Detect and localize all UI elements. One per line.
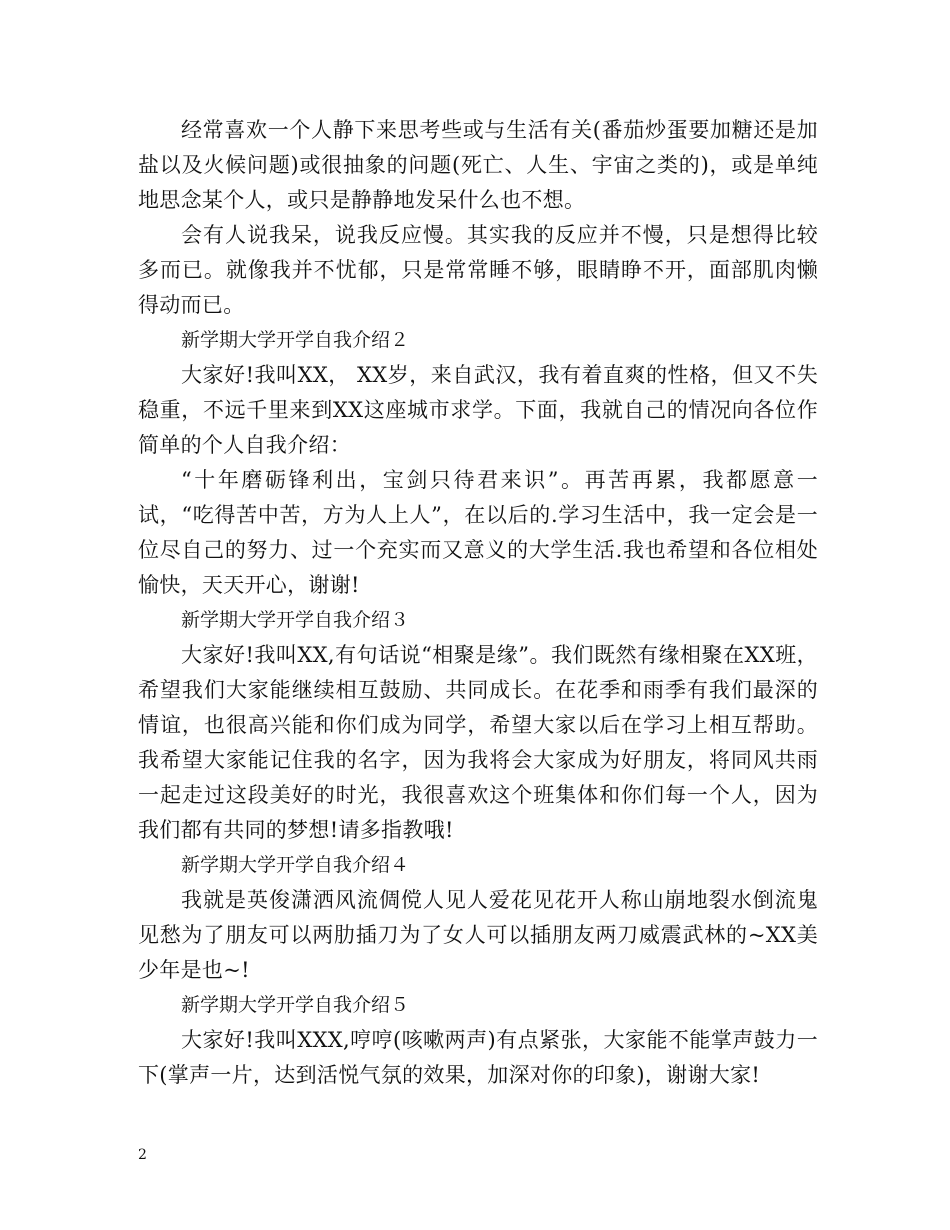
paragraph: “十年磨砺锋利出，宝剑只待君来识”。再苦再累，我都愿意一试，“吃得苦中苦，方为人上人”，在以后的.学习生活中，我一定会是一位尽自己的努力、过一个充实而又意义的大学生活.我也希望和各位相处愉快，天天开心，谢谢! xyxy=(138,468,818,597)
paragraph: 大家好!我叫XX,有句话说“相聚是缘”。我们既然有缘相聚在XX班，希望我们大家能继续相互鼓励、共同成长。在花季和雨季有我们最深的情谊，也很高兴能和你们成为同学，希望大家以后在学习上相互帮助。 我希望大家能记住我的名字，因为我将会大家成为好朋友，将同风共雨 一起走过这段美好的时光，我很喜欢这个班集体和你们每一个人，因为我们都有共同的梦想!请多指教哦! xyxy=(138,643,818,842)
page-number: 2 xyxy=(138,1147,147,1163)
paragraph: 经常喜欢一个人静下来思考些或与生活有关(番茄炒蛋要加糖还是加盐以及火候问题)或很抽象的问题(死亡、人生、宇宙之类的)，或是单纯地思念某个人，或只是静静地发呆什么也不想。 xyxy=(138,118,818,212)
section-heading: 新学期大学开学自我介绍２ xyxy=(181,329,410,351)
section-heading: 新学期大学开学自我介绍５ xyxy=(181,994,410,1016)
paragraph: 我就是英俊潇洒风流倜傥人见人爱花见花开人称山崩地裂水倒流鬼见愁为了朋友可以两肋插刀为了女人可以插朋友两刀威震武林的~XX美少年是也~! xyxy=(138,888,818,982)
paragraph: 会有人说我呆，说我反应慢。其实我的反应并不慢，只是想得比较多而已。就像我并不忧郁，只是常常睡不够，眼睛睁不开，面部肌肉懒得动而已。 xyxy=(138,223,818,317)
section-heading: 新学期大学开学自我介绍４ xyxy=(181,854,410,876)
document-body xyxy=(138,113,818,1093)
paragraph: 大家好!我叫XX， XX岁，来自武汉，我有着直爽的性格，但又不失稳重，不远千里来到XX这座城市求学。下面，我就自己的情况向各位作简单的个人自我介绍： xyxy=(138,363,818,457)
section-heading: 新学期大学开学自我介绍３ xyxy=(181,609,410,631)
paragraph: 大家好!我叫XXX,哼哼(咳嗽两声)有点紧张，大家能不能掌声鼓力一下(掌声一片，达到活悦气氛的效果，加深对你的印象)，谢谢大家! xyxy=(138,1028,818,1087)
